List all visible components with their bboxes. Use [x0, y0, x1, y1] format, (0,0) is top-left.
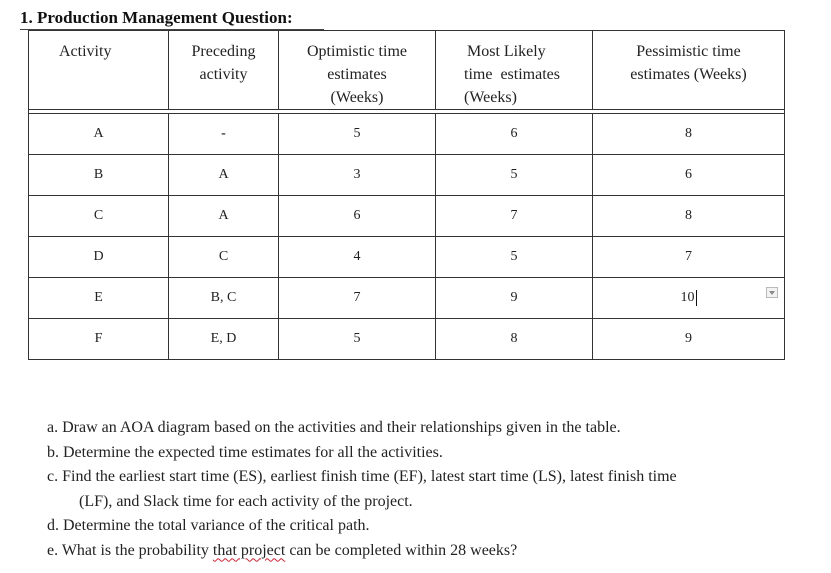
- cell-optimistic: 4: [279, 237, 436, 278]
- question-b: b. Determine the expected time estimates for all the activities.: [47, 443, 443, 461]
- cell-activity: A: [29, 114, 169, 155]
- cell-preceding: C: [169, 237, 279, 278]
- cell-optimistic: 7: [279, 278, 436, 319]
- cell-activity: D: [29, 237, 169, 278]
- cell-preceding: A: [169, 155, 279, 196]
- cell-activity: E: [29, 278, 169, 319]
- cell-pessimistic: 9: [593, 319, 785, 360]
- question-e-end: can be completed within 28 weeks?: [285, 541, 518, 559]
- header-line: (Weeks): [464, 89, 517, 106]
- cell-activity: F: [29, 319, 169, 360]
- table-header-row: [29, 31, 785, 110]
- question-c: c. Find the earliest start time (ES), earliest finish time (EF), latest start time (LS), latest finish time: [47, 468, 677, 485]
- cell-activity: B: [29, 155, 169, 196]
- header-line: Preceding: [191, 43, 256, 60]
- cell-optimistic: 5: [279, 319, 436, 360]
- table-row: [29, 319, 785, 360]
- table-row: [29, 237, 785, 278]
- cell-most-likely: 7: [436, 196, 593, 237]
- text-cursor: [696, 290, 697, 306]
- question-list: [47, 416, 807, 563]
- table-row: [29, 196, 785, 237]
- cell-preceding: -: [169, 114, 279, 155]
- header-line: (Weeks): [330, 89, 384, 106]
- cell-pessimistic: 7: [593, 237, 785, 278]
- cell-pessimistic: 6: [593, 155, 785, 196]
- cell-most-likely: 5: [436, 237, 593, 278]
- question-title: 1. Production Management Question:: [20, 8, 324, 30]
- table-row: [29, 278, 785, 319]
- cell-activity: C: [29, 196, 169, 237]
- header-line: Optimistic time: [307, 43, 407, 60]
- table-row: [29, 114, 785, 155]
- cell-pessimistic: 8: [593, 114, 785, 155]
- header-line: activity: [199, 66, 248, 83]
- cell-pessimistic-editing[interactable]: [593, 278, 785, 319]
- cell-most-likely: 9: [436, 278, 593, 319]
- question-a: a. Draw an AOA diagram based on the activities and their relationships given in the table.: [47, 419, 621, 436]
- cell-optimistic: 3: [279, 155, 436, 196]
- question-d: d. Determine the total variance of the critical path.: [47, 517, 370, 534]
- cell-preceding: A: [169, 196, 279, 237]
- header-pessimistic-time: [593, 31, 785, 110]
- cell-optimistic: 6: [279, 196, 436, 237]
- question-e: [47, 539, 807, 564]
- table-row: [29, 155, 785, 196]
- cell-most-likely: 6: [436, 114, 593, 155]
- header-line: Most Likely: [467, 43, 546, 60]
- question-e-start: e. What is the probability: [47, 541, 213, 559]
- header-preceding-activity: [169, 31, 279, 110]
- cell-preceding: B, C: [169, 278, 279, 319]
- cell-preceding: E, D: [169, 319, 279, 360]
- cell-pessimistic-value: 10: [680, 290, 695, 306]
- activity-table: [28, 30, 785, 360]
- cell-pessimistic: 8: [593, 196, 785, 237]
- header-line: estimates: [327, 66, 387, 83]
- header-activity: [29, 31, 169, 110]
- cell-most-likely: 8: [436, 319, 593, 360]
- header-line: estimates (Weeks): [630, 66, 747, 83]
- cell-most-likely: 5: [436, 155, 593, 196]
- grammar-flagged-text[interactable]: that project: [212, 541, 286, 559]
- header-line: Activity: [59, 43, 112, 60]
- header-optimistic-time: [279, 31, 436, 110]
- question-c-continued: (LF), and Slack time for each activity of the project.: [79, 492, 413, 510]
- header-most-likely-time: [436, 31, 593, 110]
- dropdown-arrow-icon[interactable]: [766, 287, 778, 298]
- header-line: Pessimistic time: [636, 43, 741, 60]
- cell-optimistic: 5: [279, 114, 436, 155]
- header-line: time estimates: [464, 66, 560, 83]
